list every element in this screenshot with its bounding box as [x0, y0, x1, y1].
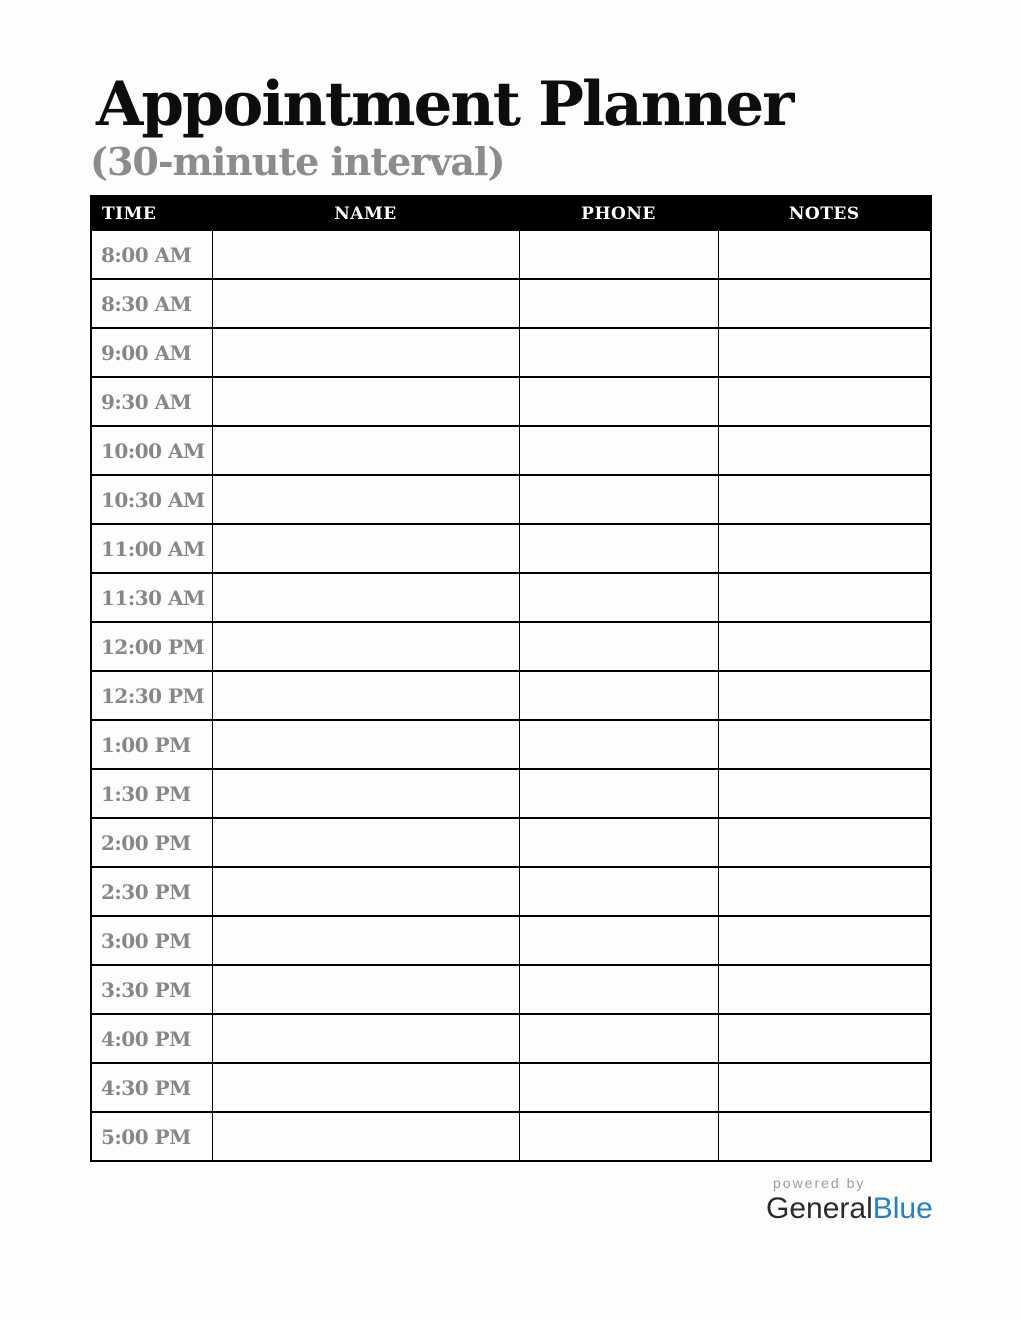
time-cell: 9:00 AM — [91, 328, 212, 377]
time-cell: 3:00 PM — [91, 916, 212, 965]
time-cell: 8:00 AM — [91, 231, 212, 280]
name-cell — [212, 231, 519, 280]
name-cell — [212, 622, 519, 671]
time-cell: 11:00 AM — [91, 524, 212, 573]
time-cell: 4:00 PM — [91, 1014, 212, 1063]
footer — [766, 1175, 933, 1226]
time-cell: 12:00 PM — [91, 622, 212, 671]
name-cell — [212, 475, 519, 524]
table-row — [91, 279, 931, 328]
table-row — [91, 818, 931, 867]
table-row — [91, 720, 931, 769]
notes-cell — [718, 377, 931, 426]
notes-cell — [718, 573, 931, 622]
table-row — [91, 671, 931, 720]
appointment-table — [90, 195, 932, 1162]
name-cell — [212, 867, 519, 916]
notes-cell — [718, 622, 931, 671]
name-cell — [212, 671, 519, 720]
time-cell: 11:30 AM — [91, 573, 212, 622]
phone-cell — [519, 426, 718, 475]
notes-cell — [718, 769, 931, 818]
phone-cell — [519, 1014, 718, 1063]
table-header-row — [91, 196, 931, 231]
notes-cell — [718, 671, 931, 720]
phone-cell — [519, 769, 718, 818]
table-row — [91, 475, 931, 524]
powered-by-text: powered by — [773, 1175, 866, 1191]
brand-logo — [766, 1192, 933, 1226]
time-cell: 3:30 PM — [91, 965, 212, 1014]
name-cell — [212, 279, 519, 328]
table-row — [91, 1014, 931, 1063]
notes-cell — [718, 965, 931, 1014]
content-area — [90, 0, 930, 1162]
name-cell — [212, 769, 519, 818]
notes-cell — [718, 1112, 931, 1161]
time-cell: 2:30 PM — [91, 867, 212, 916]
notes-cell — [718, 231, 931, 280]
name-cell — [212, 426, 519, 475]
table-row — [91, 573, 931, 622]
phone-cell — [519, 671, 718, 720]
notes-cell — [718, 1063, 931, 1112]
time-cell: 12:30 PM — [91, 671, 212, 720]
time-cell: 10:00 AM — [91, 426, 212, 475]
time-cell: 1:30 PM — [91, 769, 212, 818]
phone-cell — [519, 377, 718, 426]
phone-cell — [519, 622, 718, 671]
page-subtitle: (30-minute interval) — [90, 139, 505, 184]
phone-cell — [519, 573, 718, 622]
name-cell — [212, 1014, 519, 1063]
phone-cell — [519, 279, 718, 328]
phone-cell — [519, 720, 718, 769]
time-cell: 8:30 AM — [91, 279, 212, 328]
name-cell — [212, 818, 519, 867]
phone-cell — [519, 965, 718, 1014]
page-title: Appointment Planner — [96, 69, 793, 140]
notes-cell — [718, 916, 931, 965]
table-row — [91, 1063, 931, 1112]
brand-blue-text: Blue — [872, 1192, 933, 1225]
phone-cell — [519, 475, 718, 524]
phone-cell — [519, 818, 718, 867]
table-row — [91, 867, 931, 916]
name-cell — [212, 524, 519, 573]
time-cell: 10:30 AM — [91, 475, 212, 524]
table-row — [91, 1112, 931, 1161]
notes-cell — [718, 720, 931, 769]
name-cell — [212, 965, 519, 1014]
notes-cell — [718, 818, 931, 867]
table-row — [91, 231, 931, 280]
table-row — [91, 965, 931, 1014]
table-row — [91, 328, 931, 377]
notes-cell — [718, 426, 931, 475]
time-cell: 9:30 AM — [91, 377, 212, 426]
phone-cell — [519, 328, 718, 377]
time-cell: 2:00 PM — [91, 818, 212, 867]
phone-cell — [519, 524, 718, 573]
name-cell — [212, 720, 519, 769]
notes-cell — [718, 1014, 931, 1063]
notes-cell — [718, 328, 931, 377]
column-header-name: NAME — [212, 196, 519, 231]
phone-cell — [519, 1112, 718, 1161]
time-cell: 4:30 PM — [91, 1063, 212, 1112]
table-row — [91, 426, 931, 475]
table-row — [91, 377, 931, 426]
brand-general-text: General — [766, 1192, 873, 1225]
name-cell — [212, 328, 519, 377]
table-row — [91, 916, 931, 965]
notes-cell — [718, 867, 931, 916]
time-cell: 1:00 PM — [91, 720, 212, 769]
table-row — [91, 769, 931, 818]
column-header-time: TIME — [91, 196, 212, 231]
phone-cell — [519, 1063, 718, 1112]
phone-cell — [519, 867, 718, 916]
table-row — [91, 524, 931, 573]
phone-cell — [519, 231, 718, 280]
column-header-notes: NOTES — [718, 196, 931, 231]
name-cell — [212, 377, 519, 426]
table-row — [91, 622, 931, 671]
name-cell — [212, 1112, 519, 1161]
notes-cell — [718, 279, 931, 328]
phone-cell — [519, 916, 718, 965]
notes-cell — [718, 475, 931, 524]
column-header-phone: PHONE — [519, 196, 718, 231]
time-cell: 5:00 PM — [91, 1112, 212, 1161]
name-cell — [212, 573, 519, 622]
notes-cell — [718, 524, 931, 573]
name-cell — [212, 1063, 519, 1112]
name-cell — [212, 916, 519, 965]
